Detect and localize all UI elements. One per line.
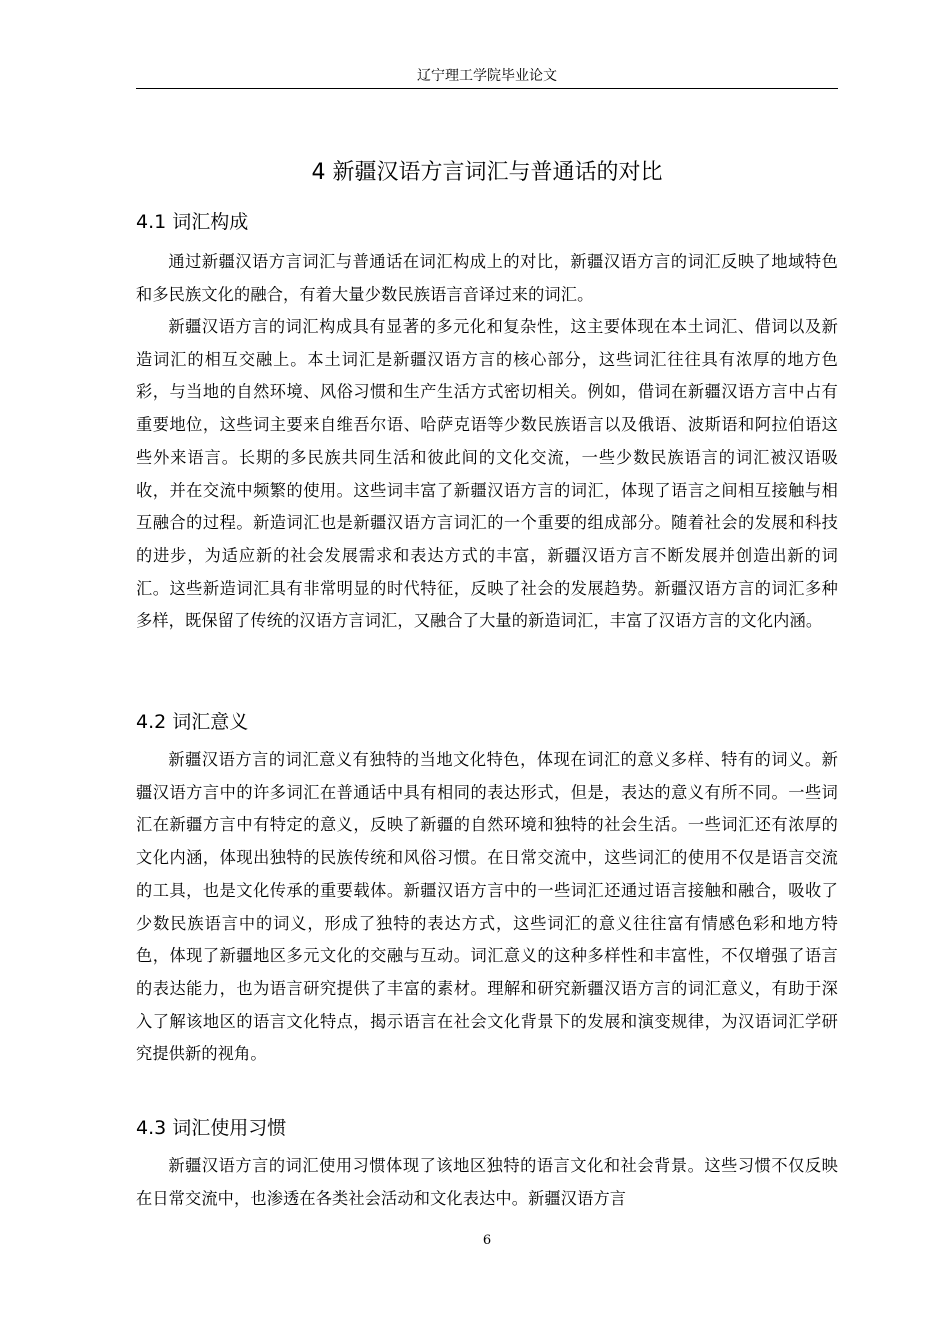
- page-number: 6: [482, 1233, 492, 1248]
- chapter-title: 4 新疆汉语方言词汇与普通话的对比: [311, 160, 663, 185]
- section-heading-4-3: 4.3 词汇使用习惯: [136, 1117, 287, 1139]
- paragraph: 新疆汉语方言的词汇使用习惯体现了该地区独特的语言文化和社会背景。这些习惯不仅反映在日常交流中，也渗透在各类社会活动和文化表达中。新疆汉语方言: [136, 1156, 838, 1208]
- section-heading-4-2: 4.2 词汇意义: [136, 711, 249, 733]
- paragraph: 通过新疆汉语方言词汇与普通话在词汇构成上的对比，新疆汉语方言的词汇反映了地域特色和多民族文化的融合，有着大量少数民族语言音译过来的词汇。: [136, 252, 838, 304]
- paragraph: 新疆汉语方言的词汇意义有独特的当地文化特色，体现在词汇的意义多样、特有的词义。新疆汉语方言中的许多词汇在普通话中具有相同的表达形式，但是，表达的意义有所不同。一些词汇在新疆方言中有特定的意义，反映了新疆的自然环境和独特的社会生活。一些词汇还有浓厚的文化内涵，体现出独特的民族传统和风俗习惯。在日常交流中，这些词汇的使用不仅是语言交流的工具，也是文化传承的重要载体。新疆汉语方言中的一些词汇还通过语言接触和融合，吸收了少数民族语言中的词义，形成了独特的表达方式，这些词汇的意义往往富有情感色彩和地方特色，体现了新疆地区多元文化的交融与互动。词汇意义的这种多样性和丰富性，不仅增强了语言的表达能力，也为语言研究提供了丰富的素材。理解和研究新疆汉语方言的词汇意义，有助于深入了解该地区的语言文化特点，揭示语言在社会文化背景下的发展和演变规律，为汉语词汇学研究提供新的视角。: [136, 750, 838, 1064]
- paragraph: 新疆汉语方言的词汇构成具有显著的多元化和复杂性，这主要体现在本土词汇、借词以及新造词汇的相互交融上。本土词汇是新疆汉语方言的核心部分，这些词汇往往具有浓厚的地方色彩，与当地的自然环境、风俗习惯和生产生活方式密切相关。例如，借词在新疆汉语方言中占有重要地位，这些词主要来自维吾尔语、哈萨克语等少数民族语言以及俄语、波斯语和阿拉伯语这些外来语言。长期的多民族共同生活和彼此间的文化交流，一些少数民族语言的词汇被汉语吸收，并在交流中频繁的使用。这些词丰富了新疆汉语方言的词汇，体现了语言之间相互接触与相互融合的过程。新造词汇也是新疆汉语方言词汇的一个重要的组成部分。随着社会的发展和科技的进步，为适应新的社会发展需求和表达方式的丰富，新疆汉语方言不断发展并创造出新的词汇。这些新造词汇具有非常明显的时代特征，反映了社会的发展趋势。新疆汉语方言的词汇多种多样，既保留了传统的汉语方言词汇，又融合了大量的新造词汇，丰富了汉语方言的文化内涵。: [136, 317, 838, 631]
- section-heading-4-1: 4.1 词汇构成: [136, 211, 249, 233]
- page-header: 辽宁理工学院毕业论文: [136, 66, 838, 89]
